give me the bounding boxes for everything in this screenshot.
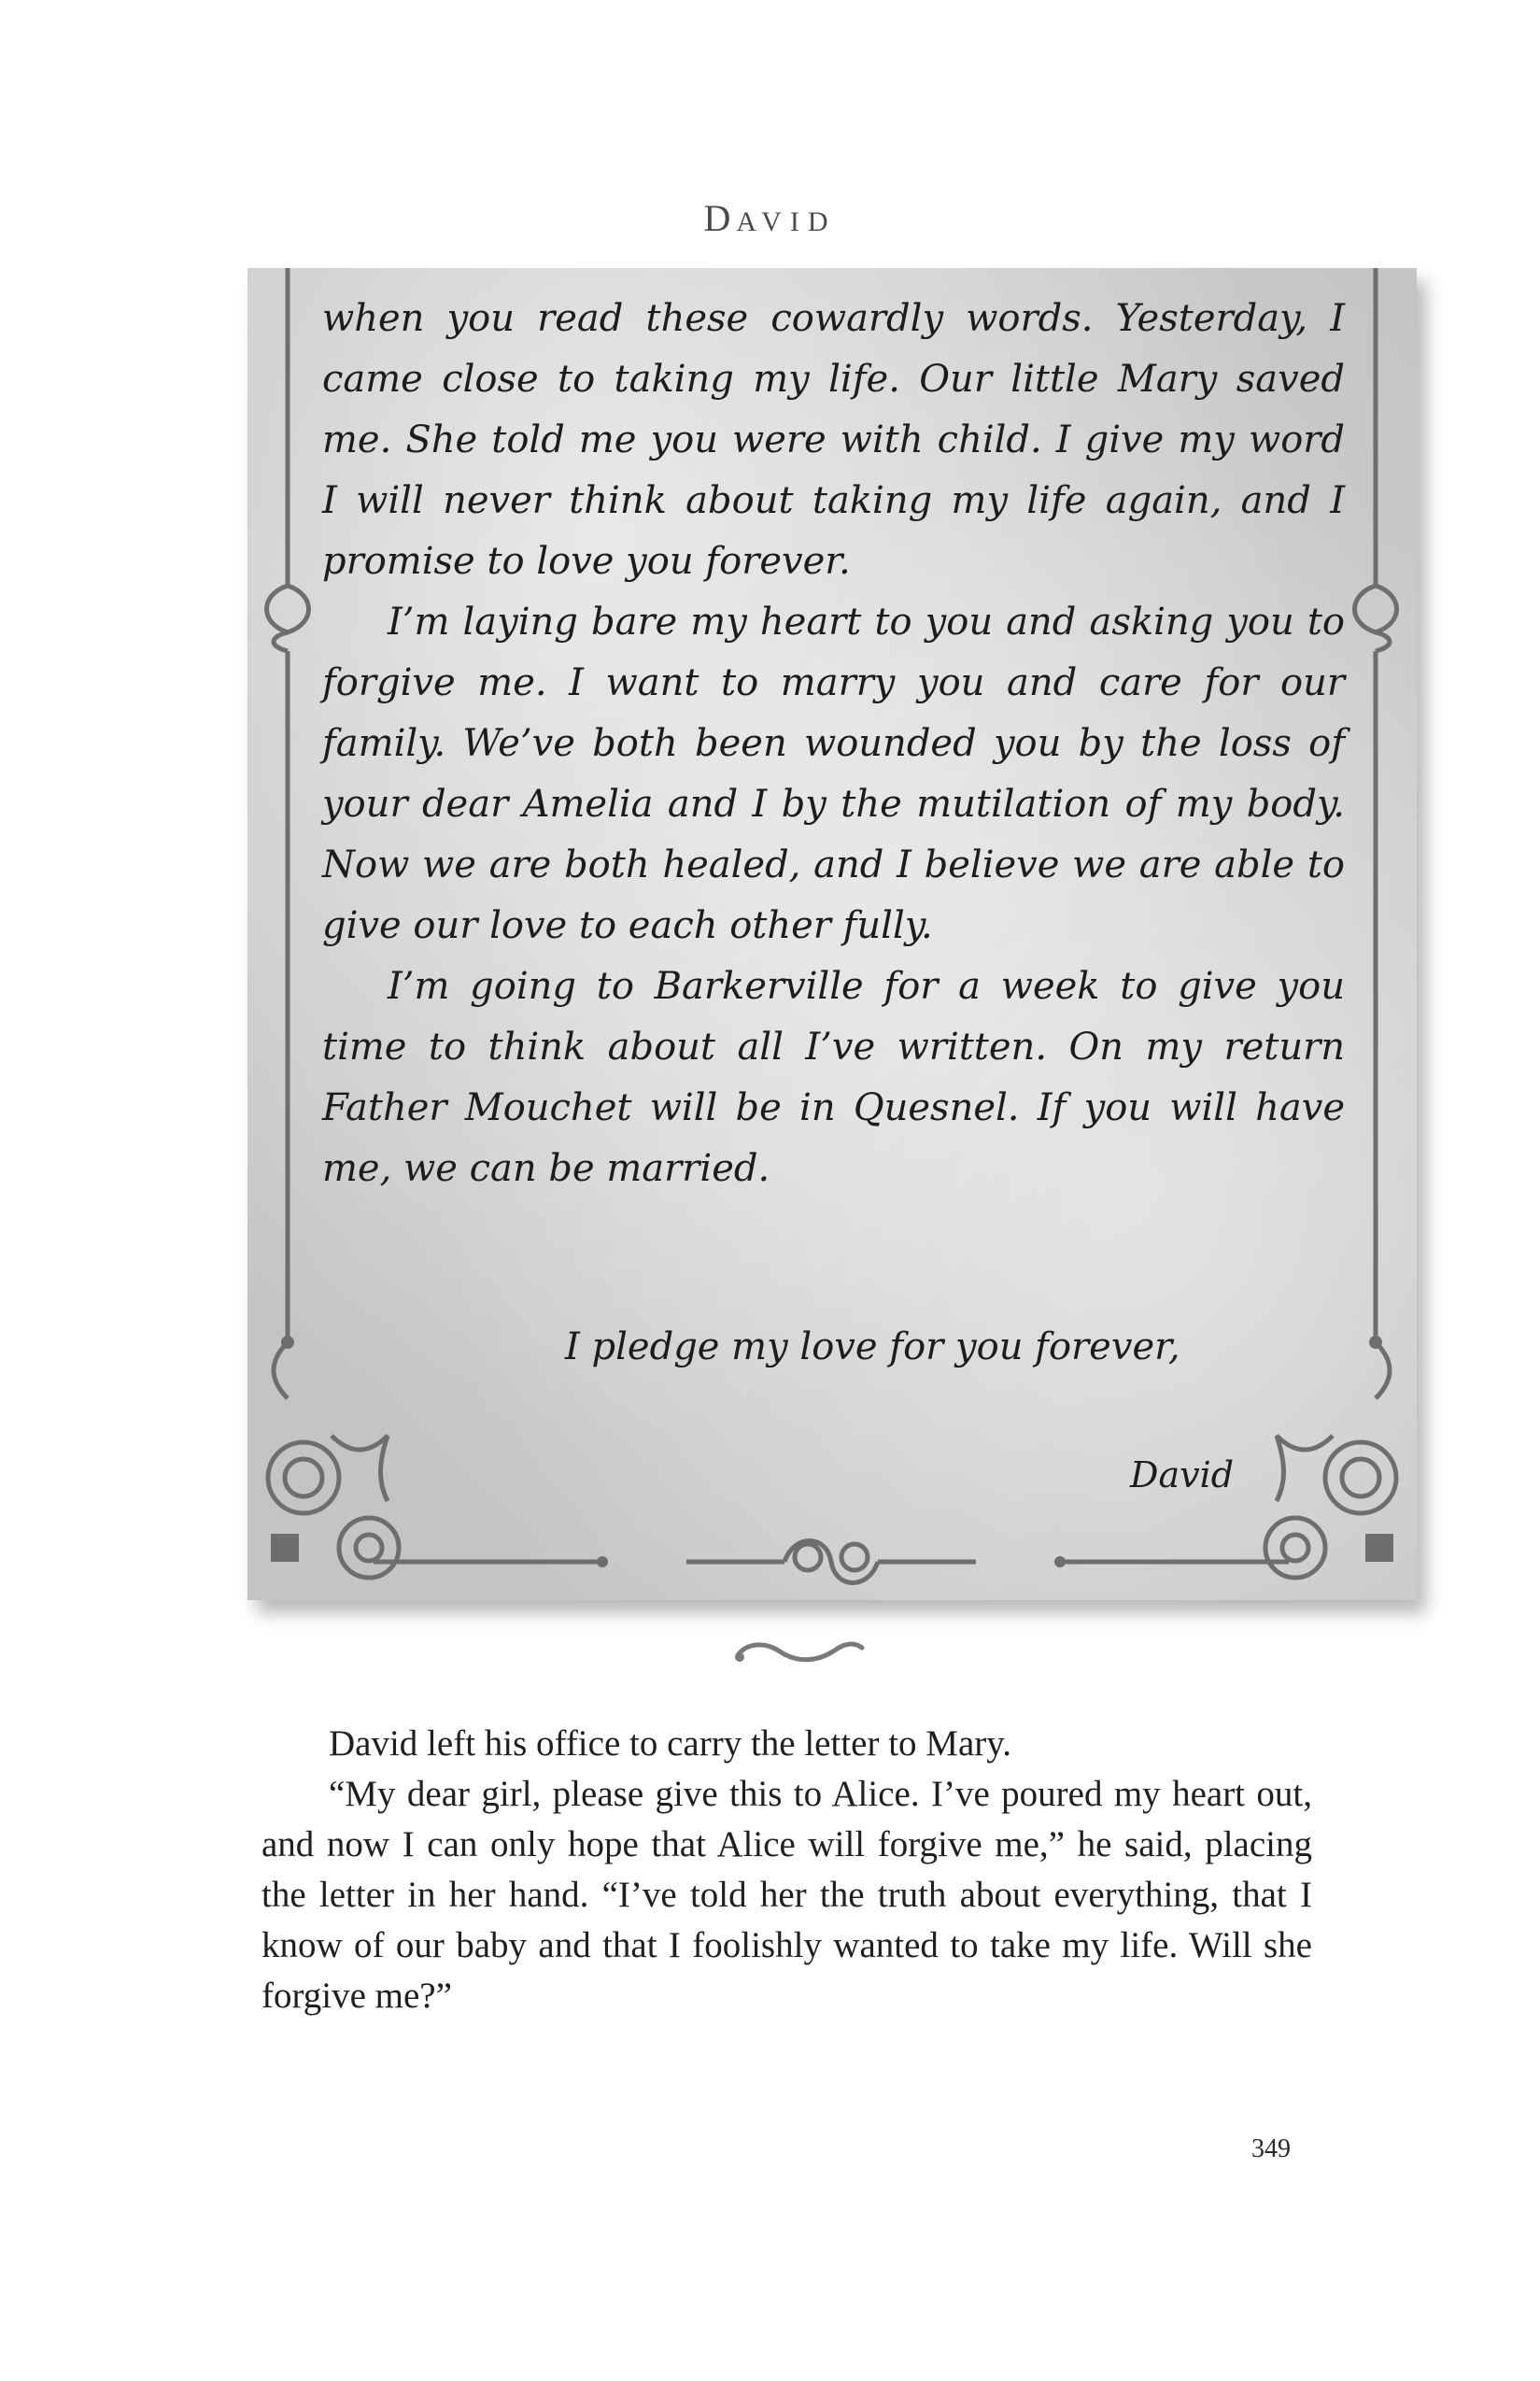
letter-paragraph: I’m laying bare my heart to you and asking you to forgive me. I want to marry you and care for our family. We’ve both been wounded you by the loss of your dear Amelia and I by the mutilation of my body. Now we are both healed, and I believe we are able to give our love to each other fully. xyxy=(322,601,1345,947)
page-number: 349 xyxy=(1251,2134,1291,2163)
running-head-rest: AVID xyxy=(736,206,837,237)
running-head-initial: D xyxy=(703,197,737,239)
letter-paragraph: when you read these cowardly words. Yesterday, I came close to taking my life. Our little Mary saved me. She told me you were with child. I give my word I will never think about taking my life again, and I promise to love you forever. xyxy=(322,297,1345,583)
letter-closing: I pledge my love for you forever, xyxy=(565,1325,1180,1368)
narrative-paragraph: “My dear girl, please give this to Alice. I’ve poured my heart out, and now I can only hope that Alice will forgive me,” he said, placing the letter in her hand. “I’ve told her the truth about everything, that I know of our baby and that I foolishly wanted to take my life. Will she forgive me?” xyxy=(261,1774,1312,2016)
letter-card xyxy=(247,268,1417,1600)
narrative-text xyxy=(261,1719,1312,2021)
letter-paragraph: I’m going to Barkerville for a week to give you time to think about all I’ve written. On my return Father Mouchet will be in Quesnel. If you will have me, we can be married. xyxy=(322,965,1345,1190)
letter-signature: David xyxy=(1130,1454,1235,1495)
handwritten-letter-text xyxy=(322,289,1345,1199)
running-head xyxy=(0,196,1540,240)
section-flourish-icon xyxy=(728,1635,869,1672)
narrative-paragraph: David left his office to carry the letter to Mary. xyxy=(329,1723,1011,1764)
